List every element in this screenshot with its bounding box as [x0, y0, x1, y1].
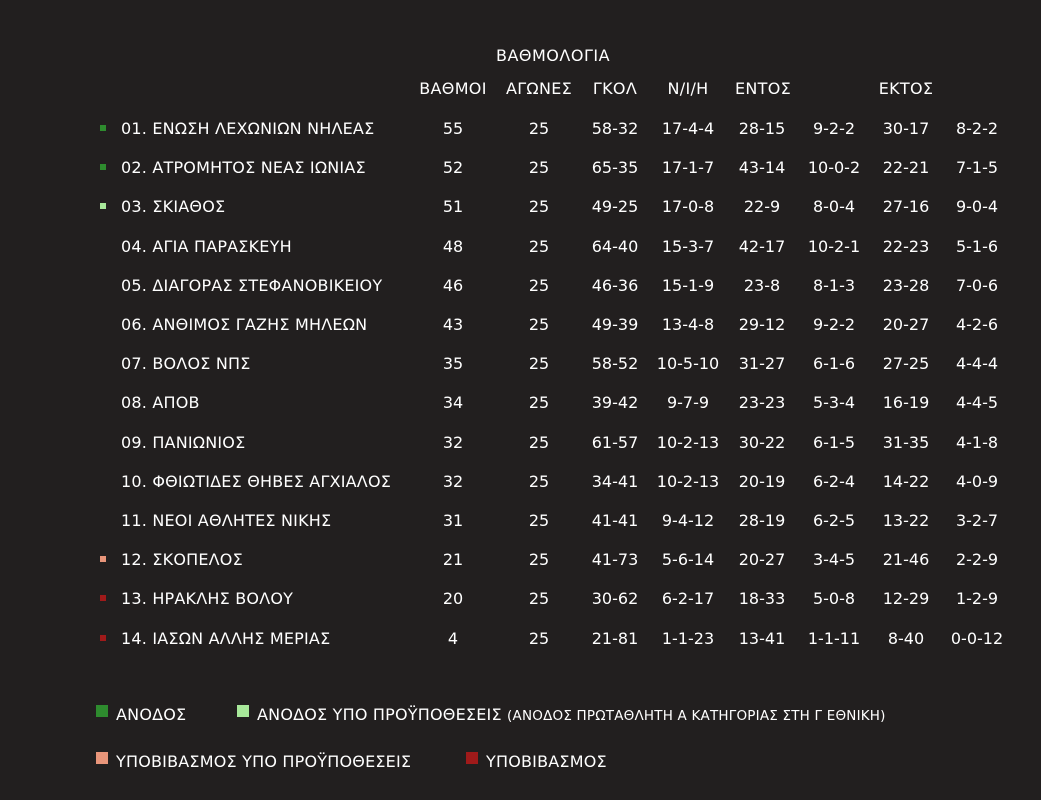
cell-points: 34 [442, 393, 464, 413]
cell-home-wdl: 8-0-4 [812, 197, 856, 217]
cell-goals: 39-42 [591, 393, 639, 413]
status-marker [100, 125, 106, 131]
team-name: 13. ΗΡΑΚΛΗΣ ΒΟΛΟΥ [121, 589, 294, 609]
team-name: 01. ΕΝΩΣΗ ΛΕΧΩΝΙΩΝ ΝΗΛΕΑΣ [121, 119, 375, 138]
cell-away-wdl: 2-2-9 [955, 550, 999, 570]
legend-conditional-promotion [257, 705, 886, 724]
cell-away-goals: 21-46 [882, 550, 930, 570]
team-name: 06. ΑΝΘΙΜΟΣ ΓΑΖΗΣ ΜΗΛΕΩΝ [121, 315, 368, 334]
table-row [0, 433, 1041, 463]
cell-away-goals: 31-35 [882, 432, 930, 452]
table-row [0, 393, 1041, 423]
header-games: ΑΓΩΝΕΣ [505, 79, 573, 98]
cell-home-goals: 28-15 [738, 119, 786, 138]
cell-goals: 30-62 [591, 589, 639, 609]
cell-home-goals: 18-33 [738, 589, 786, 609]
cell-points: 48 [442, 236, 464, 256]
team-name: 14. ΙΑΣΩΝ ΑΛΛΗΣ ΜΕΡΙΑΣ [121, 628, 331, 648]
cell-home-goals: 20-27 [738, 550, 786, 570]
status-marker [100, 164, 106, 170]
cell-away-goals: 12-29 [882, 589, 930, 609]
cell-wdl: 6-2-17 [661, 589, 715, 609]
cell-home-wdl: 5-0-8 [812, 589, 856, 609]
cell-games: 25 [528, 393, 550, 413]
cell-home-goals: 13-41 [738, 628, 786, 648]
status-marker [100, 595, 106, 601]
cell-goals: 41-73 [591, 550, 639, 570]
header-goals: ΓΚΟΛ [592, 79, 638, 98]
cell-wdl: 13-4-8 [661, 315, 715, 334]
team-name: 07. ΒΟΛΟΣ ΝΠΣ [121, 354, 251, 374]
legend-conditional-promotion-label: ΑΝΟΔΟΣ ΥΠΟ ΠΡΟΫΠΟΘΕΣΕΙΣ [257, 705, 502, 724]
cell-points: 21 [442, 550, 464, 570]
cell-goals: 61-57 [591, 432, 639, 452]
cell-home-wdl: 9-2-2 [812, 119, 856, 138]
cell-away-wdl: 8-2-2 [955, 119, 999, 138]
cell-games: 25 [528, 471, 550, 491]
cell-home-goals: 31-27 [738, 354, 786, 374]
cell-home-goals: 42-17 [738, 236, 786, 256]
cell-home-goals: 23-23 [738, 393, 786, 413]
cell-wdl: 10-5-10 [656, 354, 720, 374]
header-away: ΕΚΤΟΣ [878, 79, 934, 98]
team-name: 04. ΑΓΙΑ ΠΑΡΑΣΚΕΥΗ [121, 236, 292, 256]
cell-away-wdl: 4-2-6 [955, 315, 999, 334]
header-points: ΒΑΘΜΟΙ [419, 79, 487, 98]
cell-away-wdl: 7-1-5 [955, 158, 999, 178]
cell-home-wdl: 6-1-6 [812, 354, 856, 374]
cell-games: 25 [528, 511, 550, 530]
cell-away-wdl: 5-1-6 [955, 236, 999, 256]
cell-games: 25 [528, 628, 550, 648]
cell-home-goals: 30-22 [738, 432, 786, 452]
cell-home-wdl: 1-1-11 [807, 628, 861, 648]
cell-points: 43 [442, 315, 464, 334]
legend-relegation-swatch [466, 752, 478, 764]
team-name: 05. ΔΙΑΓΟΡΑΣ ΣΤΕΦΑΝΟΒΙΚΕΙΟΥ [121, 275, 383, 295]
cell-points: 55 [442, 119, 464, 138]
cell-points: 20 [442, 589, 464, 609]
cell-games: 25 [528, 158, 550, 178]
cell-goals: 41-41 [591, 511, 639, 530]
cell-goals: 46-36 [591, 275, 639, 295]
legend-conditional-relegation-swatch [96, 752, 108, 764]
cell-wdl: 9-7-9 [666, 393, 710, 413]
team-name: 09. ΠΑΝΙΩΝΙΟΣ [121, 432, 246, 452]
table-row [0, 472, 1041, 502]
cell-home-wdl: 6-1-5 [812, 432, 856, 452]
cell-home-wdl: 8-1-3 [812, 275, 856, 295]
status-marker [100, 203, 106, 209]
cell-points: 4 [447, 628, 459, 648]
cell-wdl: 15-1-9 [661, 275, 715, 295]
cell-goals: 34-41 [591, 471, 639, 491]
cell-away-wdl: 0-0-12 [950, 628, 1004, 648]
cell-away-wdl: 1-2-9 [955, 589, 999, 609]
cell-goals: 58-52 [591, 354, 639, 374]
cell-home-wdl: 6-2-5 [812, 511, 856, 530]
cell-away-goals: 22-23 [882, 236, 930, 256]
team-name: 10. ΦΘΙΩΤΙΔΕΣ ΘΗΒΕΣ ΑΓΧΙΑΛΟΣ [121, 471, 392, 491]
table-row [0, 119, 1041, 149]
team-name: 03. ΣΚΙΑΘΟΣ [121, 197, 226, 217]
header-wdl: Ν/Ι/Η [667, 79, 709, 98]
cell-away-goals: 13-22 [882, 511, 930, 530]
legend-promotion-label: ΑΝΟΔΟΣ [116, 705, 187, 724]
cell-wdl: 5-6-14 [661, 550, 715, 570]
cell-games: 25 [528, 119, 550, 138]
table-row [0, 276, 1041, 306]
cell-games: 25 [528, 432, 550, 452]
table-row [0, 315, 1041, 345]
cell-games: 25 [528, 275, 550, 295]
table-row [0, 354, 1041, 384]
table-row [0, 589, 1041, 619]
cell-home-goals: 43-14 [738, 158, 786, 178]
cell-points: 52 [442, 158, 464, 178]
legend-conditional-promotion-swatch [237, 705, 249, 717]
cell-home-wdl: 9-2-2 [812, 315, 856, 334]
cell-away-goals: 8-40 [887, 628, 925, 648]
cell-goals: 64-40 [591, 236, 639, 256]
cell-games: 25 [528, 589, 550, 609]
cell-away-goals: 20-27 [882, 315, 930, 334]
cell-wdl: 10-2-13 [656, 471, 720, 491]
cell-home-goals: 29-12 [738, 315, 786, 334]
cell-goals: 21-81 [591, 628, 639, 648]
cell-wdl: 9-4-12 [661, 511, 715, 530]
cell-games: 25 [528, 236, 550, 256]
cell-wdl: 17-1-7 [661, 158, 715, 178]
cell-away-wdl: 9-0-4 [955, 197, 999, 217]
cell-points: 32 [442, 471, 464, 491]
cell-home-wdl: 3-4-5 [812, 550, 856, 570]
cell-games: 25 [528, 550, 550, 570]
team-name: 08. ΑΠΟΒ [121, 393, 200, 413]
cell-away-goals: 27-16 [882, 197, 930, 217]
cell-home-wdl: 5-3-4 [812, 393, 856, 413]
cell-wdl: 17-0-8 [661, 197, 715, 217]
table-row [0, 629, 1041, 659]
cell-home-goals: 28-19 [738, 511, 786, 530]
cell-home-goals: 20-19 [738, 471, 786, 491]
table-row [0, 158, 1041, 188]
cell-away-goals: 30-17 [882, 119, 930, 138]
cell-points: 32 [442, 432, 464, 452]
team-name: 11. ΝΕΟΙ ΑΘΛΗΤΕΣ ΝΙΚΗΣ [121, 511, 332, 530]
cell-away-goals: 27-25 [882, 354, 930, 374]
cell-wdl: 17-4-4 [661, 119, 715, 138]
legend-conditional-promotion-note: (ΑΝΟΔΟΣ ΠΡΩΤΑΘΛΗΤΗ Α ΚΑΤΗΓΟΡΙΑΣ ΣΤΗ Γ ΕΘΝΙΚΗ) [507, 708, 886, 724]
cell-home-goals: 22-9 [743, 197, 781, 217]
cell-wdl: 1-1-23 [661, 628, 715, 648]
cell-home-wdl: 10-0-2 [807, 158, 861, 178]
status-marker [100, 556, 106, 562]
table-row [0, 197, 1041, 227]
table-row [0, 550, 1041, 580]
cell-wdl: 15-3-7 [661, 236, 715, 256]
cell-points: 35 [442, 354, 464, 374]
standings-title: ΒΑΘΜΟΛΟΓΙΑ [495, 46, 611, 65]
cell-away-wdl: 4-1-8 [955, 432, 999, 452]
cell-away-goals: 14-22 [882, 471, 930, 491]
team-name: 02. ΑΤΡΟΜΗΤΟΣ ΝΕΑΣ ΙΩΝΙΑΣ [121, 158, 366, 178]
legend-conditional-relegation-label: ΥΠΟΒΙΒΑΣΜΟΣ ΥΠΟ ΠΡΟΫΠΟΘΕΣΕΙΣ [116, 752, 412, 771]
cell-away-wdl: 3-2-7 [955, 511, 999, 530]
cell-away-goals: 23-28 [882, 275, 930, 295]
cell-points: 31 [442, 511, 464, 530]
cell-home-goals: 23-8 [743, 275, 781, 295]
cell-games: 25 [528, 354, 550, 374]
cell-home-wdl: 10-2-1 [807, 236, 861, 256]
cell-goals: 49-39 [591, 315, 639, 334]
cell-points: 51 [442, 197, 464, 217]
table-row [0, 237, 1041, 267]
cell-away-goals: 16-19 [882, 393, 930, 413]
cell-away-wdl: 4-4-4 [955, 354, 999, 374]
status-marker [100, 635, 106, 641]
cell-goals: 49-25 [591, 197, 639, 217]
legend-promotion-swatch [96, 705, 108, 717]
legend-relegation-label: ΥΠΟΒΙΒΑΣΜΟΣ [486, 752, 607, 771]
cell-wdl: 10-2-13 [656, 432, 720, 452]
cell-games: 25 [528, 197, 550, 217]
cell-goals: 65-35 [591, 158, 639, 178]
cell-games: 25 [528, 315, 550, 334]
table-row [0, 511, 1041, 541]
cell-home-wdl: 6-2-4 [812, 471, 856, 491]
header-home: ΕΝΤΟΣ [734, 79, 792, 98]
cell-points: 46 [442, 275, 464, 295]
cell-goals: 58-32 [591, 119, 639, 138]
cell-away-wdl: 4-4-5 [955, 393, 999, 413]
team-name: 12. ΣΚΟΠΕΛΟΣ [121, 550, 243, 570]
cell-away-wdl: 7-0-6 [955, 275, 999, 295]
cell-away-wdl: 4-0-9 [955, 471, 999, 491]
cell-away-goals: 22-21 [882, 158, 930, 178]
